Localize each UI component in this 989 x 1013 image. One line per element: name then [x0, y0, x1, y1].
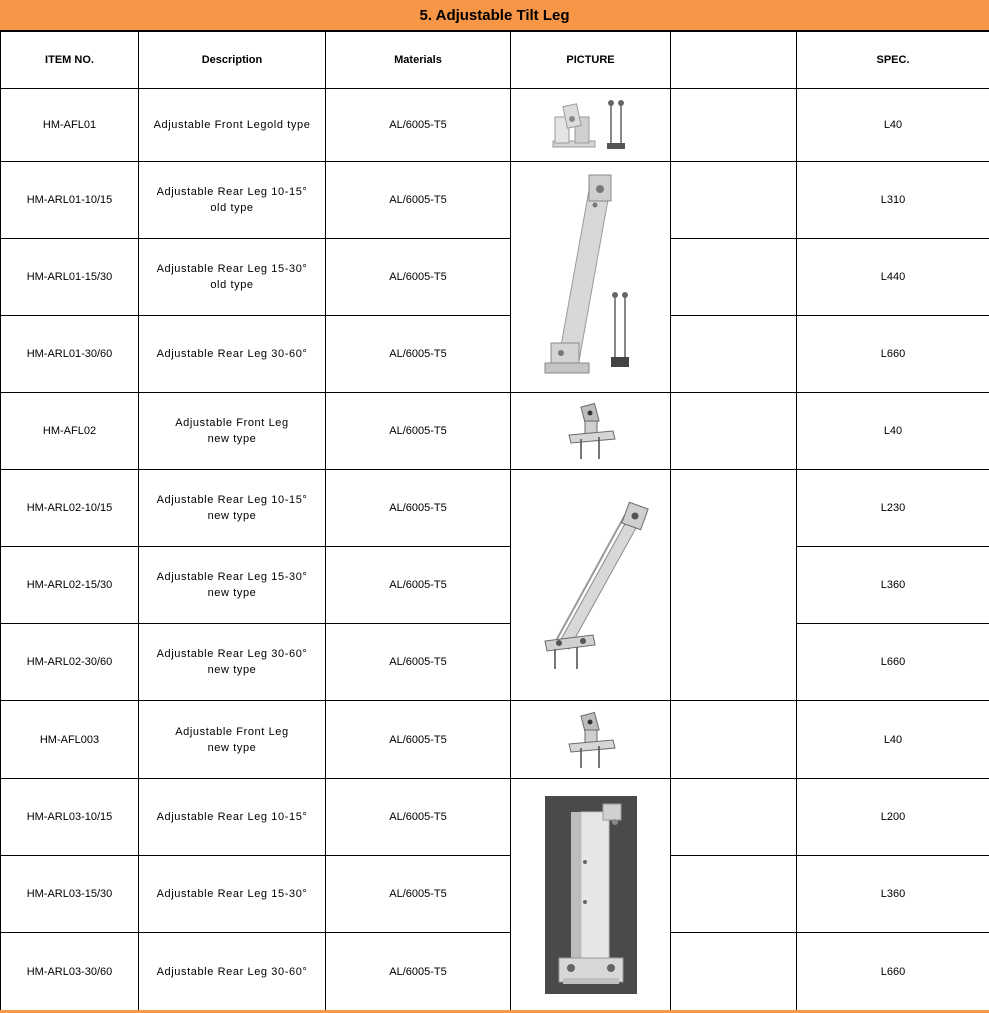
spec-cell: L40 — [797, 393, 989, 470]
header-spec: SPEC. — [797, 32, 989, 89]
product-table — [0, 31, 989, 1011]
description-cell: Adjustable Rear Leg 15-30° — [139, 856, 326, 933]
material-cell: AL/6005-T5 — [326, 547, 511, 624]
header-description: Description — [139, 32, 326, 89]
table-row — [1, 470, 989, 547]
front-leg-new-type-image — [561, 708, 621, 772]
header-blank — [671, 32, 797, 89]
blank-cell — [671, 856, 797, 933]
table-row — [1, 779, 989, 856]
picture-cell — [511, 701, 671, 779]
spec-cell: L40 — [797, 89, 989, 162]
blank-cell — [671, 933, 797, 1011]
front-leg-new-type-image — [561, 399, 621, 463]
material-cell: AL/6005-T5 — [326, 316, 511, 393]
header-picture: PICTURE — [511, 32, 671, 89]
table-row — [1, 701, 989, 779]
header-item-no: ITEM NO. — [1, 32, 139, 89]
blank-cell — [671, 393, 797, 470]
description-cell: Adjustable Rear Leg 30-60° new type — [139, 624, 326, 701]
table-row — [1, 624, 989, 701]
table-row — [1, 393, 989, 470]
description-cell: Adjustable Rear Leg 30-60° — [139, 933, 326, 1011]
item-no-cell: HM-ARL02-30/60 — [1, 624, 139, 701]
material-cell: AL/6005-T5 — [326, 162, 511, 239]
spec-cell: L660 — [797, 933, 989, 1011]
table-title: 5. Adjustable Tilt Leg — [0, 0, 989, 31]
material-cell: AL/6005-T5 — [326, 470, 511, 547]
rear-leg-old-type-image — [531, 165, 651, 390]
spec-cell: L200 — [797, 779, 989, 856]
description-cell: Adjustable Front Legold type — [139, 89, 326, 162]
front-leg-old-type-image — [541, 91, 641, 159]
table-row — [1, 239, 989, 316]
item-no-cell: HM-ARL01-15/30 — [1, 239, 139, 316]
table-row — [1, 856, 989, 933]
item-no-cell: HM-ARL01-10/15 — [1, 162, 139, 239]
item-no-cell: HM-ARL03-30/60 — [1, 933, 139, 1011]
material-cell: AL/6005-T5 — [326, 624, 511, 701]
item-no-cell: HM-AFL02 — [1, 393, 139, 470]
description-cell: Adjustable Front Leg new type — [139, 393, 326, 470]
item-no-cell: HM-ARL03-15/30 — [1, 856, 139, 933]
item-no-cell: HM-ARL03-10/15 — [1, 779, 139, 856]
table-row — [1, 89, 989, 162]
spec-cell: L40 — [797, 701, 989, 779]
material-cell: AL/6005-T5 — [326, 933, 511, 1011]
spec-cell: L360 — [797, 547, 989, 624]
rear-leg-new-type-image — [531, 473, 651, 698]
header-row — [1, 32, 989, 89]
spec-cell: L660 — [797, 624, 989, 701]
header-materials: Materials — [326, 32, 511, 89]
spec-cell: L310 — [797, 162, 989, 239]
blank-cell — [671, 89, 797, 162]
item-no-cell: HM-ARL01-30/60 — [1, 316, 139, 393]
material-cell: AL/6005-T5 — [326, 779, 511, 856]
blank-cell — [671, 162, 797, 239]
description-cell: Adjustable Rear Leg 30-60° — [139, 316, 326, 393]
blank-cell — [671, 239, 797, 316]
table-row — [1, 547, 989, 624]
material-cell: AL/6005-T5 — [326, 239, 511, 316]
item-no-cell: HM-ARL02-10/15 — [1, 470, 139, 547]
item-no-cell: HM-ARL02-15/30 — [1, 547, 139, 624]
item-no-cell: HM-AFL01 — [1, 89, 139, 162]
table-row — [1, 316, 989, 393]
picture-cell — [511, 89, 671, 162]
description-cell: Adjustable Rear Leg 15-30° new type — [139, 547, 326, 624]
table-row — [1, 162, 989, 239]
table-row — [1, 933, 989, 1011]
material-cell: AL/6005-T5 — [326, 701, 511, 779]
description-cell: Adjustable Rear Leg 10-15° — [139, 779, 326, 856]
description-cell: Adjustable Front Leg new type — [139, 701, 326, 779]
blank-cell — [671, 779, 797, 856]
spec-cell: L440 — [797, 239, 989, 316]
picture-cell — [511, 779, 671, 1011]
blank-cell — [671, 701, 797, 779]
spec-cell: L360 — [797, 856, 989, 933]
description-cell: Adjustable Rear Leg 10-15° old type — [139, 162, 326, 239]
blank-cell — [671, 316, 797, 393]
spec-cell: L660 — [797, 316, 989, 393]
description-cell: Adjustable Rear Leg 15-30° old type — [139, 239, 326, 316]
picture-cell — [511, 470, 671, 701]
picture-cell — [511, 162, 671, 393]
material-cell: AL/6005-T5 — [326, 89, 511, 162]
material-cell: AL/6005-T5 — [326, 393, 511, 470]
item-no-cell: HM-AFL003 — [1, 701, 139, 779]
rear-leg-type3-photo — [541, 792, 641, 998]
description-cell: Adjustable Rear Leg 10-15° new type — [139, 470, 326, 547]
picture-cell — [511, 393, 671, 470]
spec-cell: L230 — [797, 470, 989, 547]
blank-cell — [671, 470, 797, 701]
material-cell: AL/6005-T5 — [326, 856, 511, 933]
